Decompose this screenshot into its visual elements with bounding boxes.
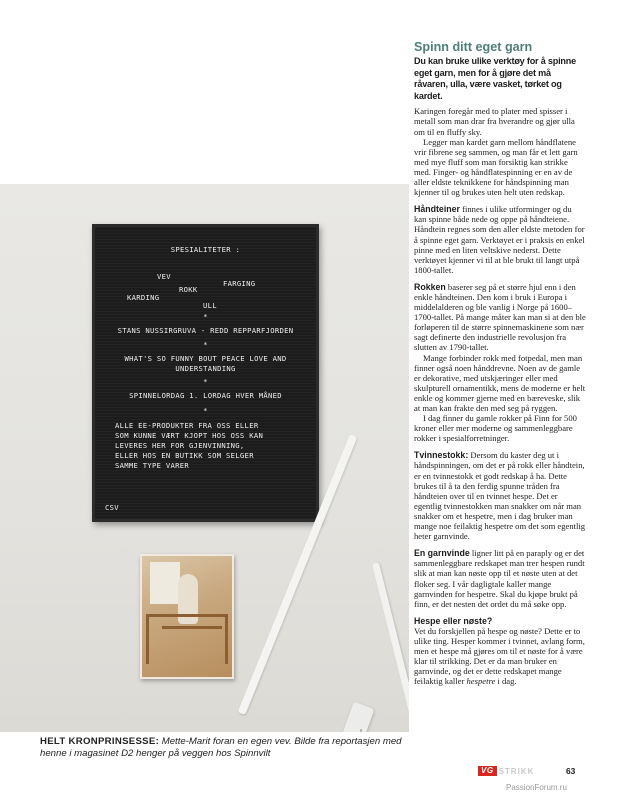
paragraph-text: Vet du forskjellen på hespe og nøste? Dette er to ulike ting. Hesper kommer i tvinnet, avlang form, men et hespe må gjøres om til et nøste for å være klar til strikking. Det er da man bruker en garnvinde, og det er dette redskapet mange feilaktig kaller: [414, 625, 585, 687]
watermark: PassionForum.ru: [506, 783, 567, 792]
paragraph: [414, 626, 586, 687]
page-footer: [478, 765, 534, 777]
page-number: 63: [566, 766, 576, 776]
board-line: ALLE EE-PRODUKTER FRA OSS ELLER: [115, 421, 259, 430]
paragraph: Mange forbinder rokk med fotpedal, men man finner også noen hånddrevne. Noen av de gamle er dekorative, med utskjæringer eller med skulpturell ornamentikk, mens de moderne er helt enkle og kommer gjerne med en bæreveske, slik at man kan frakte den med seg på ryggen.: [414, 352, 586, 413]
vg-logo: VG: [478, 766, 497, 776]
framed-photo-loom-bar: [162, 626, 222, 629]
board-star: *: [203, 341, 208, 349]
section-name: STRIKK: [498, 766, 535, 776]
paragraph-text: ligner litt på en paraply og er det sammenleggbare redskapet man trer hespen rundt slik at man kan nøste opp til et nøste uten at det floker seg. I vår dagligtale kaller mange garnvinden for hespetre. Skal du kjøpe brukt på finn, er det nesten det ordet du må søke opp.: [414, 548, 585, 609]
article-heading: Spinn ditt eget garn: [414, 40, 533, 54]
board-line: SAMME TYPE VARER: [115, 461, 190, 470]
board-line: ROKK: [179, 285, 198, 294]
paragraph-label: Tvinnestokk:: [414, 450, 469, 461]
paragraph-label: Hespe eller nøste?: [414, 615, 493, 626]
paragraph: Karingen foregår med to plater med spisser i metall som man drar fra hverandre og gjør ulla om til en fluffy sky.: [414, 106, 575, 137]
paragraph-label: Håndteiner: [414, 204, 460, 215]
lamp-arm: [372, 562, 409, 729]
paragraph: [414, 450, 586, 541]
board-star: *: [203, 407, 208, 415]
paragraph: Legger man kardet garn mellom håndflatene vrir fibrene seg sammen, og man får et lett garn med mye fluff som man forsiktig kan strikke med. Finger- og håndflatespinning er en av de aller eldste teknikkene for håndspinning man kjenner til og brukes uten helt uten redskap.: [414, 136, 578, 198]
article-photo: [0, 184, 409, 732]
paragraph: [414, 282, 586, 353]
board-star: *: [203, 313, 208, 321]
framed-photo-window: [150, 562, 180, 604]
paragraph: I dag finner du gamle rokker på Finn for 500 kroner eller mer moderne og sammenleggbare rokker i spesialforretninger.: [414, 413, 577, 444]
paragraph-label: En garnvinde: [414, 548, 470, 559]
board-line: SPINNELORDAG 1. LORDAG HVER MÅNED: [129, 391, 282, 400]
board-line: UNDERSTANDING: [175, 364, 236, 373]
board-signature: CSV: [105, 503, 119, 512]
board-line: SPESIALITETER :: [170, 245, 241, 254]
paragraph-text: finnes i ulike utforminger og du kan spinne både nede og oppe på håndteiene. Håndtein regnes som den aller eldste metoden for å spinne eget garn. Verktøyet er i praksis en enkel pinne med en liten veltskive nederst. Dette verktøyet kjenner vi til at ble brukt til langt utpå 1800-tallet.: [414, 204, 585, 275]
lamp-head: [337, 702, 374, 732]
board-line: STANS NUSSIRGRUVA - REDD REPPARFJORDEN: [117, 326, 294, 335]
paragraph-text: i dag.: [495, 676, 517, 687]
paragraph-subheading: [414, 616, 586, 626]
article-lead: Du kan bruke ulike verktøy for å spinne eget garn, men for å gjøre det må råvaren, ulla, være vasket, tørket og kardet.: [414, 56, 577, 101]
caption-lead: HELT KRONPRINSESSE:: [40, 736, 160, 747]
board-line: VEV: [157, 272, 171, 281]
framed-photo-loom: [146, 614, 228, 664]
board-line: WHAT'S SO FUNNY BOUT PEACE LOVE AND: [124, 354, 287, 363]
board-line: LEVERES HER FOR GJENVINNING,: [115, 441, 245, 450]
photo-caption: [40, 736, 410, 760]
caption-body: Mette-Marit foran en egen vev. Bilde fra reportasjen med henne i magasinet D2 henger på veggen hos Spinnvilt: [40, 736, 402, 759]
paragraph-text: Dersom du kaster deg ut i håndspinningen, om det er på rokk eller håndtein, er en tvinnestokk et godt redskap å ha. Dette brukes til å ta den ferdig spunne tråden fra håndteien over til en tvinnet hespe. Det er egentlig tvinnestokken man snakker om når man snakker om et hespetre, men i dag bruker man mange noe feilaktig hespetre om det som egentlig heter garnvinde.: [414, 450, 586, 542]
board-star: *: [203, 378, 208, 386]
board-line: ELLER HOS EN BUTIKK SOM SELGER: [115, 451, 254, 460]
paragraph: [414, 204, 586, 275]
paragraph-label: Rokken: [414, 281, 446, 292]
framed-photo: [140, 554, 234, 679]
letter-board-text: [95, 227, 316, 519]
board-line: ULL: [203, 301, 217, 310]
letter-board: [92, 224, 319, 522]
paragraph-text: baserer seg på et større hjul enn i den enkle håndteinen. Den kom i bruk i Europa i middelalderen og ble vanlig i Norge på 1600–1700-tallet. På mange måter kan man si at den ble forløperen til de større spinnemaskinene som nær sagt definerte den industrielle revolusjon fra slutten av 1790-tallet.: [414, 281, 586, 353]
lamp-cable: [360, 729, 362, 732]
paragraph: [414, 548, 586, 609]
board-line: KARDING: [127, 293, 160, 302]
article-column: [414, 40, 586, 686]
board-line: FARGING: [223, 279, 256, 288]
paragraph-italic: hespetre: [466, 676, 496, 687]
board-line: SOM KUNNE VÆRT KJOPT HOS OSS KAN: [115, 431, 264, 440]
